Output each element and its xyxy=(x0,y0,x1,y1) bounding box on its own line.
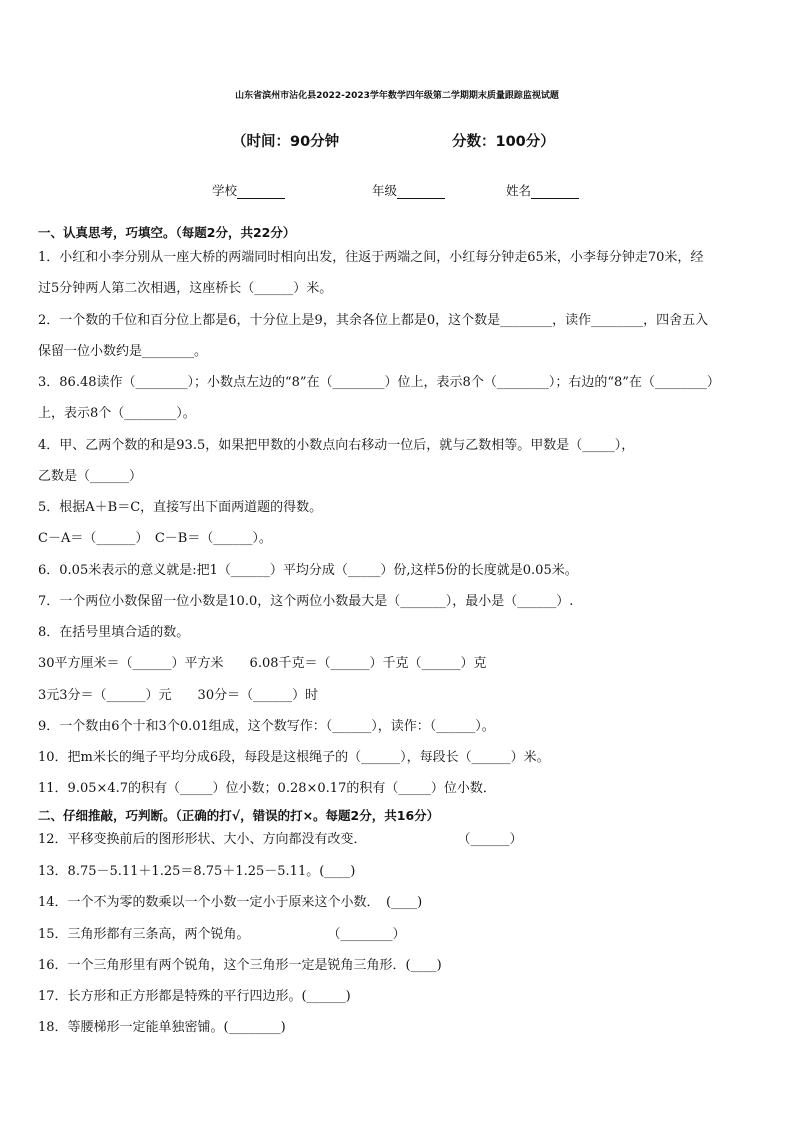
question-13: 13．8.75－5.11＋1.25＝8.75＋1.25－5.11。(____) xyxy=(38,864,356,879)
section-2-heading: 二、仔细推敲，巧判断。（正确的打√，错误的打×。每题2分，共16分） xyxy=(38,808,440,823)
name-label: 姓名 xyxy=(506,183,532,198)
grade-label: 年级 xyxy=(372,183,398,198)
question-4-line-1: 4．甲、乙两个数的和是93.5，如果把甲数的小数点向右移动一位后，就与乙数相等。甲数是（_____）， xyxy=(38,438,635,453)
question-2-line-1: 2．一个数的千位和百分位上都是6，十分位上是9，其余各位上都是0，这个数是________，读作________，四舍五入 xyxy=(38,313,709,328)
question-3-line-1: 3．86.48读作（________）；小数点左边的“8”在（________）位上，表示8个（________）；右边的“8”在（________） xyxy=(38,375,720,390)
question-5-line-2: C－A＝（______） C－B＝（______）。 xyxy=(38,531,272,546)
question-9: 9．一个数由6个十和3个0.01组成，这个数写作：（______），读作：（______）。 xyxy=(38,719,495,734)
question-17: 17．长方形和正方形都是特殊的平行四边形。(______) xyxy=(38,989,351,1004)
question-1-line-2: 过5分钟两人第二次相遇，这座桥长（______）米。 xyxy=(38,281,333,296)
question-4-line-2: 乙数是（______） xyxy=(38,469,143,484)
question-8-line-1: 8．在括号里填合适的数。 xyxy=(38,625,190,640)
question-8-line-3: 3元3分＝（______）元 30分＝（______）时 xyxy=(38,688,319,703)
section-1-heading: 一、认真思考，巧填空。（每题2分，共22分） xyxy=(38,225,296,240)
question-2-line-2: 保留一位小数约是________。 xyxy=(38,344,208,359)
question-14: 14．一个不为零的数乘以一个小数一定小于原来这个小数． (____) xyxy=(38,895,423,910)
question-5-line-1: 5．根据A＋B＝C，直接写出下面两道题的得数。 xyxy=(38,500,323,515)
name-field xyxy=(506,181,579,199)
question-16: 16．一个三角形里有两个锐角，这个三角形一定是锐角三角形．(____) xyxy=(38,958,442,973)
grade-field xyxy=(372,181,445,199)
question-12: 12．平移变换前后的图形形状、大小、方向都没有改变． （______） xyxy=(38,832,523,847)
exam-title: 山东省滨州市沾化县2022-2023学年数学四年级第二学期期末质量跟踪监视试题 xyxy=(235,91,559,101)
question-18: 18．等腰梯形一定能单独密铺。(________) xyxy=(38,1020,286,1035)
question-15: 15．三角形都有三条高，两个锐角。 （________） xyxy=(38,927,406,942)
grade-blank[interactable] xyxy=(397,185,445,199)
school-field xyxy=(212,181,285,199)
question-7: 7．一个两位小数保留一位小数是10.0，这个两位小数最大是（_______），最小是（______）. xyxy=(38,594,574,609)
school-blank[interactable] xyxy=(237,185,285,199)
question-6: 6．0.05米表示的意义就是:把1（______）平均分成（_____）份,这样5份的长度就是0.05米。 xyxy=(38,563,578,578)
question-11: 11．9.05×4.7的积有（_____）位小数；0.28×0.17的积有（_____）位小数． xyxy=(38,781,496,796)
total-score: 分数：100分） xyxy=(452,134,555,150)
question-1-line-1: 1．小红和小李分别从一座大桥的两端同时相向出发，往返于两端之间，小红每分钟走65米，小李每分钟走70米，经 xyxy=(38,250,704,265)
school-label: 学校 xyxy=(212,183,238,198)
question-8-line-2: 30平方厘米＝（______）平方米 6.08千克＝（______）千克（______）克 xyxy=(38,656,487,671)
question-10: 10．把m米长的绳子平均分成6段，每段是这根绳子的（______），每段长（______）米。 xyxy=(38,750,550,765)
question-3-line-2: 上，表示8个（________）。 xyxy=(38,406,196,421)
name-blank[interactable] xyxy=(531,185,579,199)
time-limit: （时间：90分钟 xyxy=(232,134,340,150)
